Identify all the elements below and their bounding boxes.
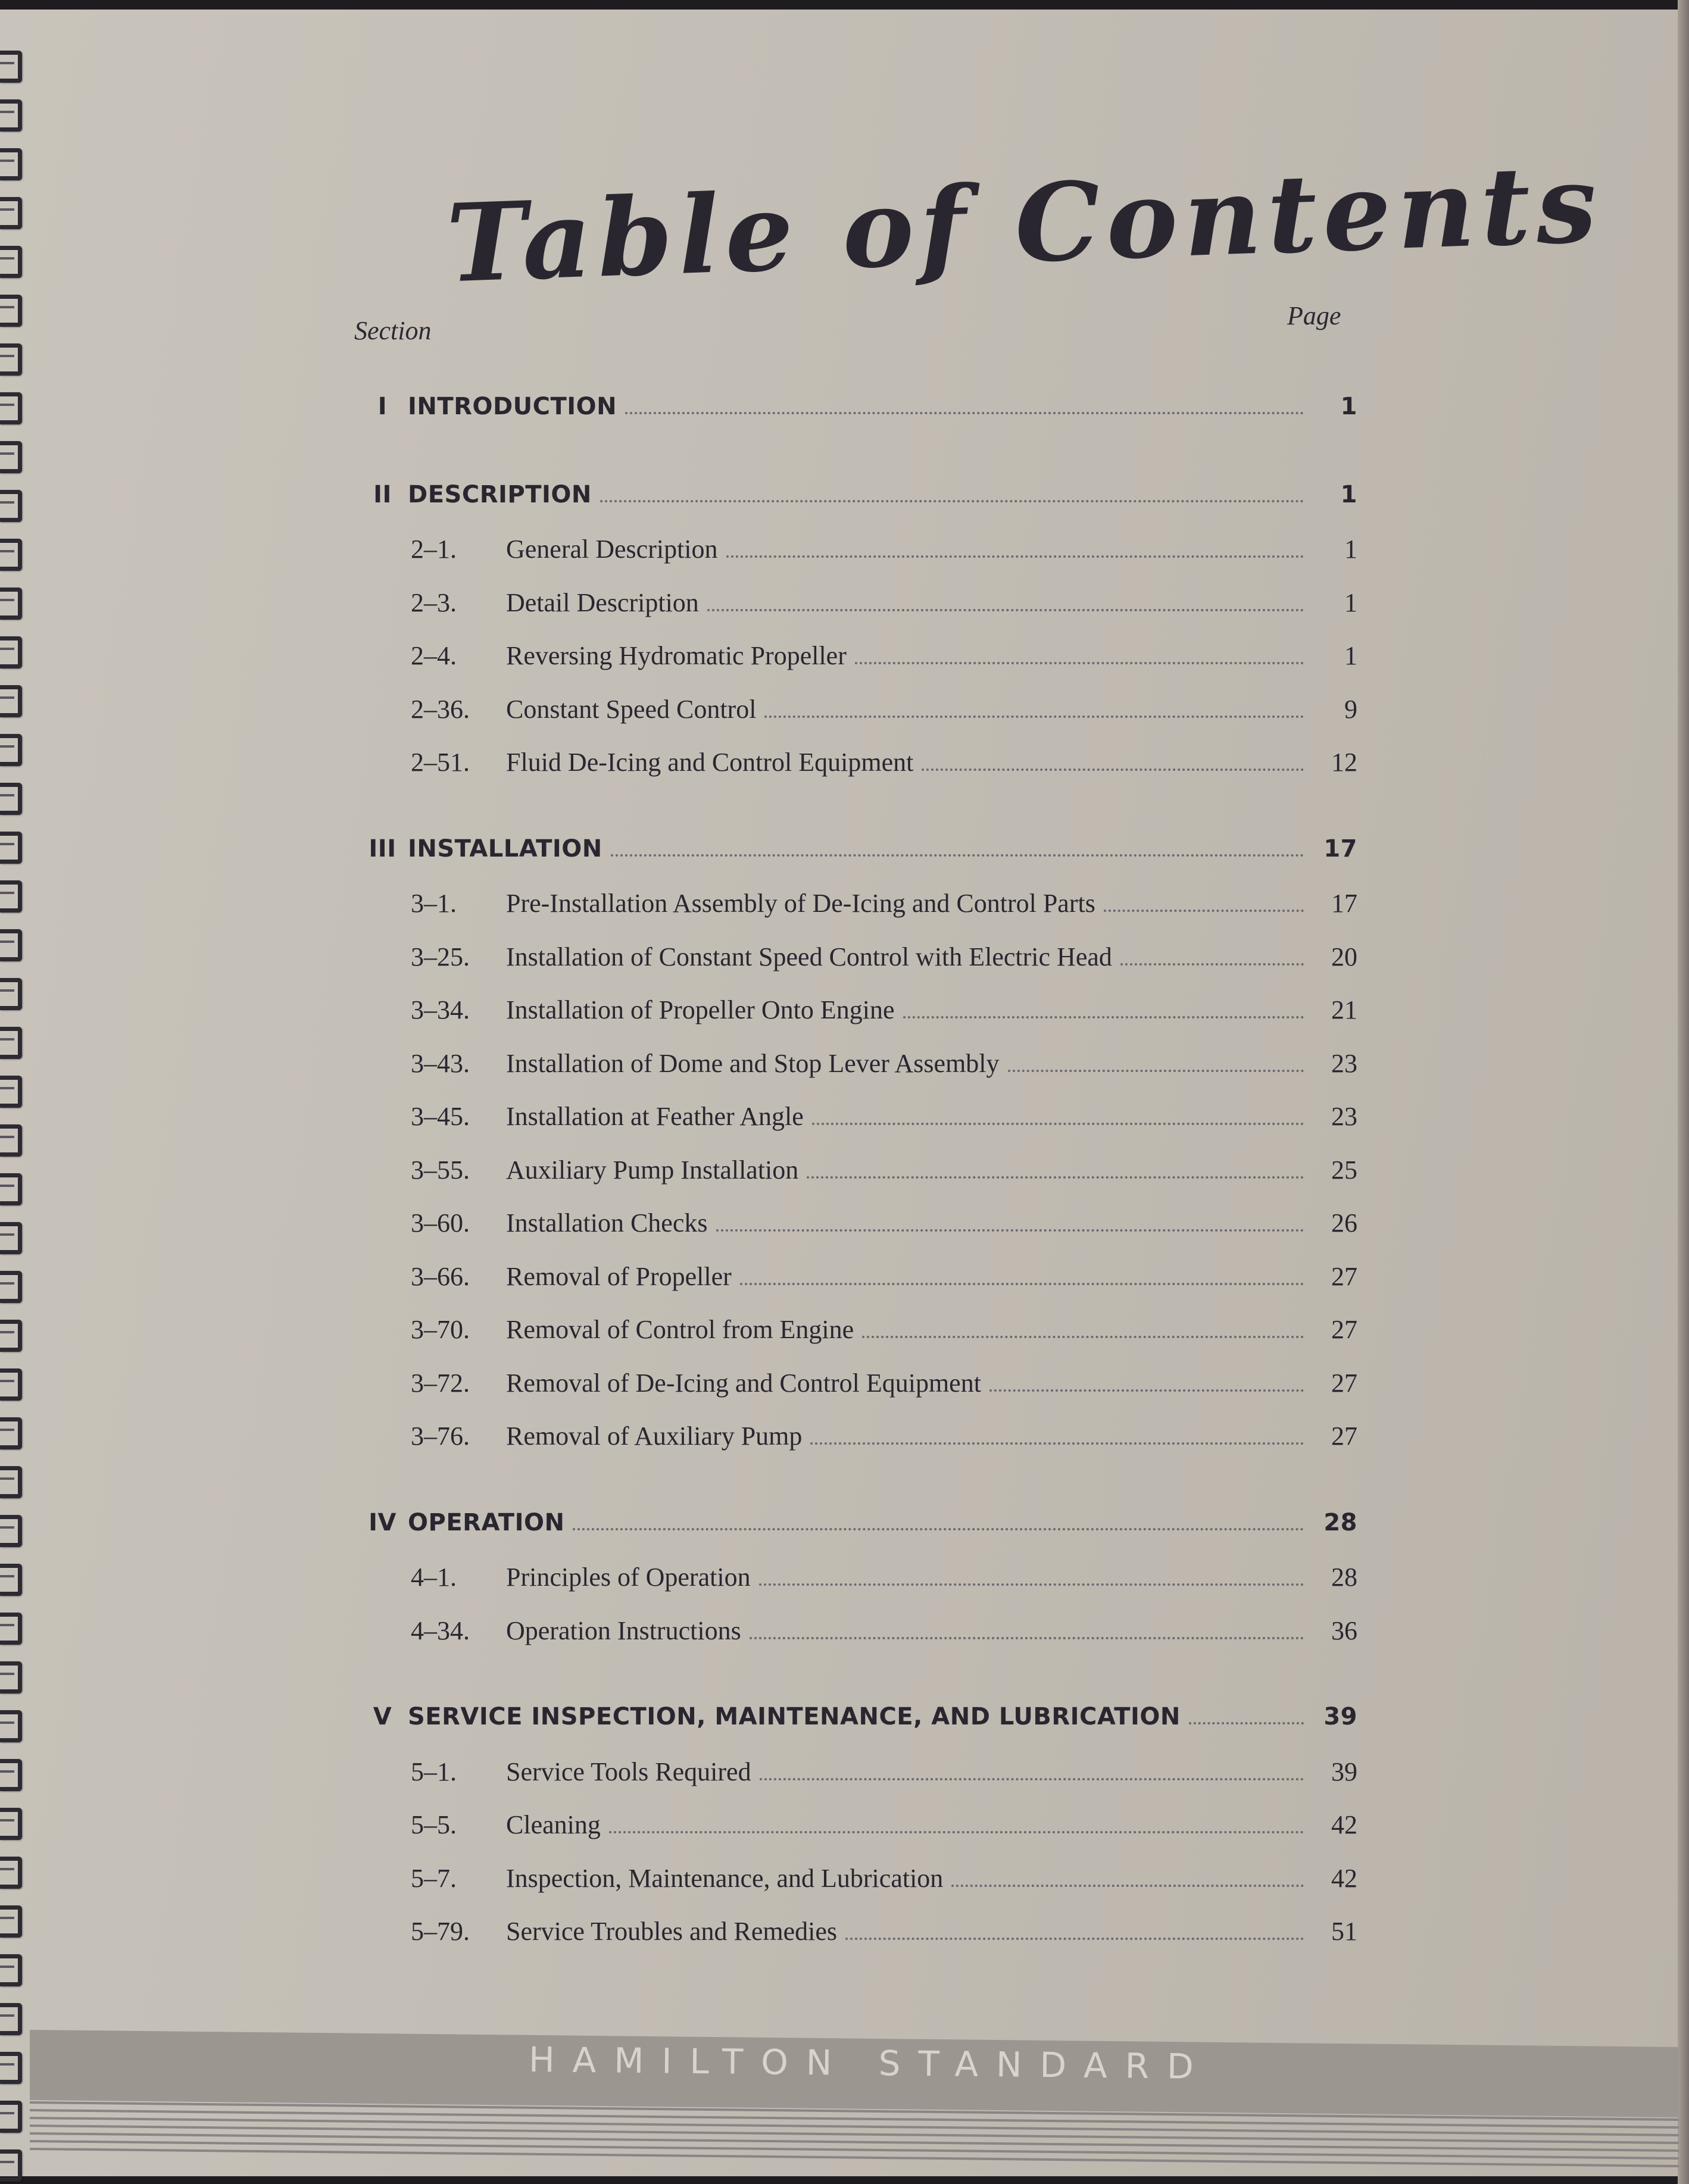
section-gap	[357, 1474, 1357, 1509]
entry-number: 4–34.	[411, 1616, 470, 1645]
binding-coil	[0, 197, 22, 229]
binding-coil	[0, 929, 22, 961]
entry-title: Installation of Constant Speed Control with Electric Head	[506, 942, 1112, 971]
binding-coil	[0, 1954, 22, 1986]
binding-coil	[0, 978, 22, 1010]
entry-title: Installation of Propeller Onto Engine	[506, 995, 895, 1024]
dot-leader	[609, 1831, 1304, 1833]
page-number: 28	[1331, 1563, 1357, 1592]
section-numeral: IV	[369, 1508, 397, 1536]
binding-coil	[0, 1466, 22, 1498]
section-gap	[357, 446, 1357, 481]
page-number: 23	[1331, 1048, 1357, 1078]
toc-entry[interactable]	[357, 1562, 1357, 1616]
toc-entry[interactable]	[357, 1048, 1357, 1102]
toc-entry[interactable]	[357, 588, 1357, 641]
entry-number: 3–45.	[411, 1102, 470, 1131]
binding-coil	[0, 295, 22, 327]
dot-leader	[951, 1885, 1304, 1887]
spiral-binding	[0, 0, 36, 2184]
entry-number: 3–72.	[411, 1368, 470, 1398]
entry-title: Operation Instructions	[506, 1616, 741, 1645]
entry-title: General Description	[506, 535, 718, 564]
section-numeral: II	[373, 480, 392, 508]
binding-coil	[0, 441, 22, 473]
binding-coil	[0, 392, 22, 424]
entry-title: Service Tools Required	[506, 1757, 751, 1786]
entry-number: 5–79.	[411, 1917, 470, 1946]
toc-entry[interactable]	[357, 1616, 1357, 1669]
dot-leader	[812, 1123, 1304, 1125]
entry-number: 2–51.	[411, 748, 470, 777]
toc-entry[interactable]	[357, 1314, 1357, 1368]
binding-coil	[0, 1661, 22, 1694]
toc-entry[interactable]	[357, 694, 1357, 748]
section-title: OPERATION	[408, 1508, 565, 1536]
page-number: 21	[1331, 995, 1357, 1024]
section-numeral: I	[377, 393, 388, 420]
binding-coil	[0, 1173, 22, 1205]
entry-number: 3–60.	[411, 1208, 470, 1238]
toc-entry[interactable]	[357, 1810, 1357, 1863]
section-gap	[357, 801, 1357, 835]
binding-coil	[0, 832, 22, 864]
page-column-header: Page	[1287, 301, 1341, 330]
page-number: 1	[1340, 393, 1357, 420]
binding-coil	[0, 99, 22, 132]
dot-leader	[759, 1583, 1304, 1586]
entry-number: 3–55.	[411, 1155, 470, 1185]
binding-coil	[0, 588, 22, 620]
entry-number: 4–1.	[411, 1563, 457, 1592]
dot-leader	[600, 500, 1304, 502]
binding-coil	[0, 539, 22, 571]
binding-coil	[0, 343, 22, 376]
binding-coil	[0, 2149, 22, 2182]
dot-leader	[1189, 1722, 1304, 1724]
binding-coil	[0, 490, 22, 522]
page-number: 36	[1331, 1616, 1357, 1645]
page-title: Table of Contents	[444, 140, 1605, 307]
binding-coil	[0, 246, 22, 278]
toc-entry[interactable]	[357, 1261, 1357, 1315]
binding-coil	[0, 1857, 22, 1889]
page-number: 20	[1331, 942, 1357, 971]
toc-entry[interactable]	[357, 888, 1357, 942]
binding-coil	[0, 1320, 22, 1352]
page-number: 1	[1344, 588, 1357, 617]
footer-brand: HAMILTON STANDARD	[528, 2039, 1212, 2088]
entry-number: 2–36.	[411, 694, 470, 724]
dot-leader	[760, 1778, 1304, 1780]
entry-title: Installation of Dome and Stop Lever Assembly	[506, 1048, 1000, 1078]
page-number: 39	[1323, 1703, 1357, 1730]
page-number: 17	[1323, 835, 1357, 863]
entry-title: Service Troubles and Remedies	[506, 1917, 838, 1946]
dot-leader	[1008, 1070, 1304, 1072]
entry-number: 2–3.	[411, 588, 457, 617]
page-number: 1	[1344, 641, 1357, 670]
dot-leader	[922, 768, 1304, 771]
page-number: 42	[1331, 1810, 1357, 1839]
entry-number: 3–76.	[411, 1421, 470, 1451]
dot-leader	[845, 1938, 1304, 1940]
toc-entry[interactable]	[357, 1916, 1357, 1970]
toc-entry[interactable]	[357, 1101, 1357, 1155]
toc-entry[interactable]	[357, 995, 1357, 1048]
entry-title: Pre-Installation Assembly of De-Icing and Control Parts	[506, 889, 1095, 918]
page-number: 9	[1344, 694, 1357, 724]
entry-number: 3–43.	[411, 1048, 470, 1078]
dot-leader	[750, 1637, 1304, 1639]
entry-title: Removal of Auxiliary Pump	[506, 1421, 803, 1451]
binding-coil	[0, 1808, 22, 1840]
entry-title: Principles of Operation	[506, 1563, 751, 1592]
page-number: 27	[1331, 1261, 1357, 1291]
binding-coil	[0, 2052, 22, 2084]
page-number: 27	[1331, 1315, 1357, 1344]
binding-coil	[0, 1759, 22, 1791]
toc-entry[interactable]	[357, 1757, 1357, 1810]
binding-coil	[0, 1564, 22, 1596]
entry-number: 5–1.	[411, 1757, 457, 1786]
section-numeral: V	[373, 1703, 392, 1730]
page-number: 23	[1331, 1102, 1357, 1131]
binding-coil	[0, 1710, 22, 1742]
binding-coil	[0, 734, 22, 766]
binding-coil	[0, 1368, 22, 1401]
binding-coil	[0, 1076, 22, 1108]
entry-number: 3–25.	[411, 942, 470, 971]
toc-entry[interactable]	[357, 1421, 1357, 1474]
entry-title: Removal of De-Icing and Control Equipment	[506, 1368, 981, 1398]
toc-entry[interactable]	[357, 640, 1357, 694]
dot-leader	[807, 1176, 1304, 1179]
page-number: 12	[1331, 748, 1357, 777]
page-edge	[1678, 0, 1689, 2184]
section-column-header: Section	[354, 316, 432, 345]
entry-title: Inspection, Maintenance, and Lubrication	[506, 1863, 944, 1893]
dot-leader	[625, 412, 1304, 414]
toc-entry[interactable]	[357, 747, 1357, 801]
toc-section-i[interactable]	[357, 393, 1357, 446]
page-number: 39	[1331, 1757, 1357, 1786]
binding-coil	[0, 1124, 22, 1157]
binding-coil	[0, 1515, 22, 1547]
entry-title: Installation at Feather Angle	[506, 1102, 804, 1131]
binding-coil	[0, 51, 22, 83]
page-number: 27	[1331, 1421, 1357, 1451]
entry-title: Detail Description	[506, 588, 699, 617]
toc-entry[interactable]	[357, 1368, 1357, 1421]
section-title: INTRODUCTION	[408, 393, 617, 420]
dot-leader	[1104, 910, 1304, 912]
binding-coil	[0, 1417, 22, 1449]
entry-number: 5–7.	[411, 1863, 457, 1893]
page-number: 1	[1340, 480, 1357, 508]
section-title: SERVICE INSPECTION, MAINTENANCE, AND LUBRICATION	[408, 1703, 1181, 1730]
entry-title: Removal of Control from Engine	[506, 1315, 854, 1344]
page-number: 51	[1331, 1917, 1357, 1946]
toc-entry[interactable]	[357, 942, 1357, 995]
entry-number: 2–1.	[411, 535, 457, 564]
section-title: DESCRIPTION	[408, 480, 592, 508]
entry-number: 3–34.	[411, 995, 470, 1024]
binding-coil	[0, 1905, 22, 1938]
dot-leader	[989, 1389, 1304, 1392]
entry-title: Reversing Hydromatic Propeller	[506, 641, 847, 670]
toc-section-v[interactable]	[357, 1703, 1357, 1757]
dot-leader	[716, 1229, 1304, 1232]
binding-coil	[0, 636, 22, 668]
entry-title: Auxiliary Pump Installation	[506, 1155, 799, 1185]
section-title: INSTALLATION	[408, 835, 602, 863]
binding-coil	[0, 783, 22, 815]
entry-number: 3–70.	[411, 1315, 470, 1344]
toc-section-iv[interactable]	[357, 1509, 1357, 1563]
dot-leader	[810, 1442, 1304, 1445]
dot-leader	[1120, 963, 1304, 966]
binding-coil	[0, 148, 22, 180]
dot-leader	[764, 715, 1304, 718]
entry-title: Cleaning	[506, 1810, 601, 1839]
dot-leader	[611, 854, 1304, 857]
toc-entry[interactable]	[357, 534, 1357, 588]
dot-leader	[707, 609, 1304, 611]
binding-coil	[0, 2003, 22, 2035]
binding-coil	[0, 1027, 22, 1059]
page-number: 26	[1331, 1208, 1357, 1238]
page-number: 27	[1331, 1368, 1357, 1398]
toc-section-ii[interactable]	[357, 481, 1357, 535]
entry-title: Fluid De-Icing and Control Equipment	[506, 748, 914, 777]
section-numeral: III	[369, 835, 397, 863]
binding-coil	[0, 1613, 22, 1645]
dot-leader	[740, 1283, 1304, 1285]
binding-coil	[0, 1222, 22, 1254]
entry-number: 3–66.	[411, 1261, 470, 1291]
binding-coil	[0, 685, 22, 717]
toc-entry[interactable]	[357, 1155, 1357, 1208]
binding-coil	[0, 1271, 22, 1303]
dot-leader	[855, 662, 1304, 664]
entry-number: 5–5.	[411, 1810, 457, 1839]
entry-title: Removal of Propeller	[506, 1261, 732, 1291]
section-gap	[357, 1669, 1357, 1703]
table-of-contents	[357, 393, 1357, 1970]
toc-entry[interactable]	[357, 1863, 1357, 1917]
page-number: 25	[1331, 1155, 1357, 1185]
page-number: 28	[1323, 1508, 1357, 1536]
entry-number: 3–1.	[411, 889, 457, 918]
toc-entry[interactable]	[357, 1208, 1357, 1261]
entry-title: Installation Checks	[506, 1208, 708, 1238]
dot-leader	[862, 1336, 1304, 1338]
page-number: 17	[1331, 889, 1357, 918]
entry-title: Constant Speed Control	[506, 694, 757, 724]
toc-section-iii[interactable]	[357, 835, 1357, 889]
page-number: 1	[1344, 535, 1357, 564]
page-number: 42	[1331, 1863, 1357, 1893]
binding-coil	[0, 2101, 22, 2133]
dot-leader	[726, 555, 1304, 558]
binding-coil	[0, 880, 22, 913]
dot-leader	[573, 1528, 1304, 1530]
entry-number: 2–4.	[411, 641, 457, 670]
dot-leader	[903, 1016, 1304, 1018]
